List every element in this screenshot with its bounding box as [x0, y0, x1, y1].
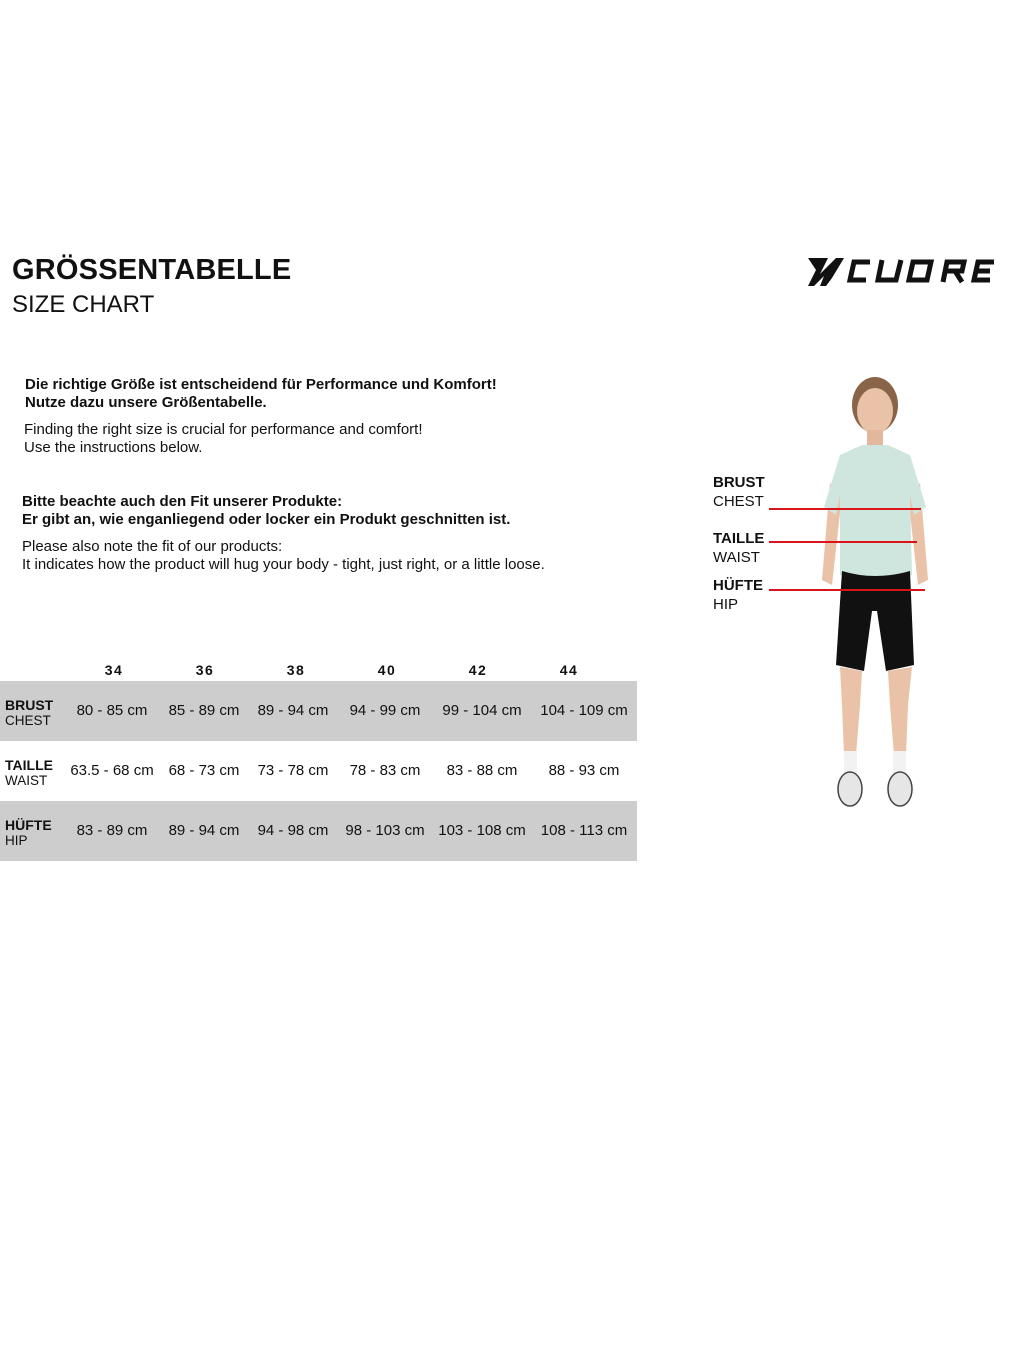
fit-text-en-2: It indicates how the product will hug your body - tight, just right, or a little loose.	[22, 556, 545, 573]
table-cell: 88 - 93 cm	[548, 762, 620, 779]
table-cell: 108 - 113 cm	[540, 822, 628, 839]
page-subtitle: SIZE CHART	[12, 291, 155, 318]
table-cell: 103 - 108 cm	[438, 822, 526, 839]
table-cell: 73 - 78 cm	[257, 762, 329, 779]
size-col-header: 36	[195, 662, 215, 678]
table-row-hip	[0, 801, 637, 861]
waist-measure-line	[769, 541, 917, 543]
row-label-de: TAILLE	[5, 757, 53, 773]
measure-label-waist	[713, 529, 764, 567]
row-label-en: HIP	[5, 833, 28, 848]
table-cell: 94 - 99 cm	[349, 702, 421, 719]
table-cell: 83 - 88 cm	[446, 762, 518, 779]
row-label-de: HÜFTE	[5, 817, 52, 833]
intro-heading-de-2: Nutze dazu unsere Größentabelle.	[25, 394, 267, 411]
table-cell: 68 - 73 cm	[168, 762, 240, 779]
measure-label-de: TAILLE	[713, 530, 765, 547]
measure-label-en: WAIST	[713, 549, 760, 566]
size-col-header: 40	[377, 662, 397, 678]
row-label	[5, 757, 53, 789]
row-label-de: BRUST	[5, 697, 54, 713]
intro-text-en: Finding the right size is crucial for performance and comfort!	[24, 421, 423, 438]
table-cell: 78 - 83 cm	[349, 762, 421, 779]
row-label-en: CHEST	[5, 713, 51, 728]
page-title: GRÖSSENTABELLE	[12, 254, 292, 286]
intro-text-en-2: Use the instructions below.	[24, 439, 203, 456]
measure-label-de: BRUST	[713, 474, 765, 491]
size-col-header: 38	[286, 662, 306, 678]
measure-label-chest	[713, 473, 765, 511]
chest-measure-line	[769, 508, 921, 510]
measure-label-en: CHEST	[713, 493, 764, 510]
fit-heading-de: Bitte beachte auch den Fit unserer Produkte:	[22, 493, 343, 510]
table-cell: 104 - 109 cm	[540, 702, 628, 719]
row-label-en: WAIST	[5, 773, 48, 788]
size-col-header: 42	[468, 662, 488, 678]
table-cell: 83 - 89 cm	[76, 822, 148, 839]
table-cell: 94 - 98 cm	[257, 822, 329, 839]
model-figure-illustration	[800, 375, 950, 815]
cuore-logo	[806, 252, 1010, 292]
table-cell: 63.5 - 68 cm	[70, 762, 154, 779]
table-cell: 89 - 94 cm	[257, 702, 329, 719]
table-cell: 89 - 94 cm	[168, 822, 240, 839]
table-cell: 85 - 89 cm	[168, 702, 240, 719]
hip-measure-line	[769, 589, 925, 591]
row-label	[5, 817, 52, 849]
table-cell: 98 - 103 cm	[345, 822, 425, 839]
size-col-header: 34	[104, 662, 124, 678]
measure-label-en: HIP	[713, 596, 739, 613]
fit-heading-de-2: Er gibt an, wie enganliegend oder locker ein Produkt geschnitten ist.	[22, 511, 511, 528]
table-row-waist	[0, 741, 637, 801]
intro-heading-de: Die richtige Größe ist entscheidend für Performance und Komfort!	[25, 376, 497, 393]
fit-text-en: Please also note the fit of our products:	[22, 538, 283, 555]
measure-label-hip	[713, 576, 763, 614]
row-label	[5, 697, 53, 729]
size-col-header: 44	[559, 662, 579, 678]
table-cell: 80 - 85 cm	[76, 702, 148, 719]
table-cell: 99 - 104 cm	[442, 702, 522, 719]
measure-label-de: HÜFTE	[713, 577, 763, 594]
table-row-chest	[0, 681, 637, 741]
